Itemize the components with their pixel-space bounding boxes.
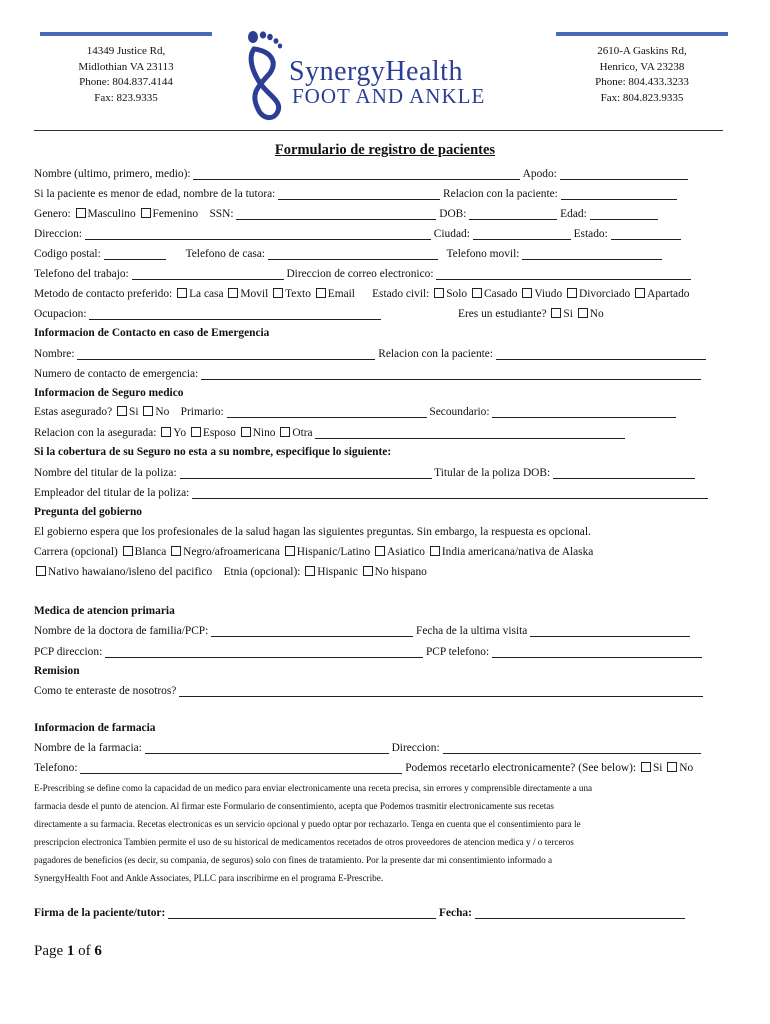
fecha-field[interactable] [475, 907, 685, 919]
gobierno-heading: Pregunta del gobierno [34, 506, 142, 518]
eprescribe-line-2: farmacia desde el punto de atencion. Al firmar este Formulario de consentimiento, acepta que Podemos trasmitir electronicamente sus recetas [34, 801, 554, 811]
left-address-fax: Fax: 823.9335 [94, 91, 158, 104]
eprescribe-line-6: SynergyHealth Foot and Ankle Associates, PLLC para inscribirme en el programa E-Prescribe. [34, 873, 384, 883]
dob-field[interactable] [469, 208, 557, 220]
relacion-otra-field[interactable] [315, 427, 625, 439]
codigo-field[interactable] [104, 248, 166, 260]
carrera-negro-label: Negro/afroamericana [183, 546, 280, 558]
secundario-field[interactable] [492, 406, 676, 418]
right-address-rule [556, 32, 728, 36]
remision-field[interactable] [179, 685, 703, 697]
estudiante-label: Eres un estudiante? [458, 308, 547, 320]
farmacia-heading: Informacion de farmacia [34, 722, 156, 734]
left-address-city: Midlothian VA 23113 [78, 60, 174, 73]
estado-civil-label: Estado civil: [372, 288, 430, 300]
metodo-email-checkbox[interactable] [316, 288, 326, 298]
asegurado-si-checkbox[interactable] [117, 406, 127, 416]
menor-label: Si la paciente es menor de edad, nombre de la tutora: [34, 188, 276, 200]
etnia-label: Etnia (opcional): [223, 566, 301, 578]
civil-viudo-checkbox[interactable] [522, 288, 532, 298]
masculino-label: Masculino [87, 208, 136, 220]
carrera-nativo-label: Nativo hawaiano/isleno del pacifico [48, 566, 213, 578]
row-metodo [34, 288, 690, 300]
metodo-casa-label: La casa [189, 288, 224, 300]
right-address-phone: Phone: 804.433.3233 [595, 76, 689, 88]
row-ocupacion [34, 308, 381, 320]
farmacia-telefono-field[interactable] [80, 762, 402, 774]
row-genero [34, 208, 658, 220]
metodo-movil-label: Movil [240, 288, 269, 300]
recetar-si-checkbox[interactable] [641, 762, 651, 772]
carrera-negro-checkbox[interactable] [171, 546, 181, 556]
metodo-email-label: Email [327, 288, 355, 300]
row-seguro [34, 406, 676, 418]
tutora-field[interactable] [278, 188, 440, 200]
civil-divorciado-checkbox[interactable] [567, 288, 577, 298]
carrera-hispanic-label: Hispanic/Latino [296, 546, 371, 558]
ciudad-label: Ciudad: [433, 228, 470, 240]
relacion-esposo-checkbox[interactable] [191, 427, 201, 437]
row-estudiante [458, 308, 604, 320]
right-address-city: Henrico, VA 23238 [599, 60, 685, 73]
pcp-direccion-field[interactable] [105, 646, 423, 658]
titular-dob-label: Titular de la poliza DOB: [434, 467, 551, 479]
recetar-label: Podemos recetarlo electronicamente? (See below): [405, 762, 637, 774]
fecha-label: Fecha: [439, 907, 472, 919]
primario-field[interactable] [227, 406, 427, 418]
relacion-field[interactable] [561, 188, 677, 200]
page-total: 6 [94, 943, 102, 959]
farmacia-telefono-label: Telefono: [34, 762, 78, 774]
form-title: Formulario de registro de pacientes [274, 142, 496, 158]
apodo-field[interactable] [560, 168, 688, 180]
seguro-relacion-label: Relacion con la asegurada: [34, 427, 157, 439]
etnia-hispanic-checkbox[interactable] [305, 566, 315, 576]
farmacia-nombre-field[interactable] [145, 742, 389, 754]
titular-field[interactable] [180, 467, 432, 479]
row-emergencia-numero [34, 368, 701, 380]
relacion-yo-checkbox[interactable] [161, 427, 171, 437]
etnia-no-hispano-label: No hispano [374, 566, 427, 578]
row-emergencia-nombre [34, 348, 706, 360]
cobertura-heading: Si la cobertura de su Seguro no esta a su nombre, especifique lo siguiente: [34, 446, 392, 458]
row-codigo [34, 248, 662, 260]
right-address-street: 2610-A Gaskins Rd, [597, 45, 687, 57]
ultima-visita-label: Fecha de la ultima visita [416, 625, 528, 637]
firma-field[interactable] [168, 907, 436, 919]
estudiante-no-label: No [589, 308, 604, 320]
logo-line1: SynergyHealth [289, 56, 463, 87]
tel-movil-field[interactable] [522, 248, 662, 260]
row-direccion [34, 228, 681, 240]
ssn-field[interactable] [236, 208, 436, 220]
left-address-block [40, 32, 212, 106]
civil-apartado-checkbox[interactable] [635, 288, 645, 298]
pcp-telefono-field[interactable] [492, 646, 702, 658]
emergencia-nombre-field[interactable] [77, 348, 375, 360]
emergencia-numero-field[interactable] [201, 368, 701, 380]
civil-solo-label: Solo [446, 288, 468, 300]
edad-label: Edad: [560, 208, 587, 220]
firma-label: Firma de la paciente/tutor: [34, 907, 166, 919]
gobierno-intro: El gobierno espera que los profesionales de la salud hagan las siguientes preguntas. Sin embargo, la respuesta es opcional. [34, 526, 591, 538]
codigo-label: Codigo postal: [34, 248, 101, 260]
etnia-no-hispano-checkbox[interactable] [363, 566, 373, 576]
recetar-si-label: Si [652, 762, 663, 774]
carrera-label: Carrera (opcional) [34, 546, 118, 558]
correo-label: Direccion de correo electronico: [286, 268, 434, 280]
right-address-block [556, 32, 728, 106]
ciudad-field[interactable] [473, 228, 571, 240]
page-of: of [78, 943, 91, 959]
relacion-otra-label: Otra [292, 427, 313, 439]
row-trabajo [34, 268, 691, 280]
edad-field[interactable] [590, 208, 658, 220]
relacion-label: Relacion con la paciente: [443, 188, 558, 200]
tel-movil-label: Telefono movil: [446, 248, 520, 260]
tel-trabajo-field[interactable] [132, 268, 284, 280]
remision-heading: Remision [34, 665, 80, 677]
left-address-street: 14349 Justice Rd, [86, 45, 166, 57]
correo-field[interactable] [436, 268, 691, 280]
remision-label: Como te enteraste de nosotros? [34, 685, 177, 697]
dob-label: DOB: [439, 208, 467, 220]
seguro-heading: Informacion de Seguro medico [34, 387, 184, 399]
metodo-label: Metodo de contacto preferido: [34, 288, 173, 300]
metodo-movil-checkbox[interactable] [228, 288, 238, 298]
nombre-label: Nombre (ultimo, primero, medio): [34, 168, 191, 180]
civil-solo-checkbox[interactable] [434, 288, 444, 298]
asegurado-no-label: No [155, 406, 170, 418]
carrera-hispanic-checkbox[interactable] [285, 546, 295, 556]
left-address-rule [40, 32, 212, 36]
eprescribe-line-4: prescripcion electronica Tambien permite el uso de su historical de medicamentos recetados de otros proveedores de atencion medica y / o terceros [34, 837, 574, 847]
empleador-label: Empleador del titular de la poliza: [34, 487, 190, 499]
row-nombre [34, 168, 688, 180]
secundario-label: Secoundario: [429, 406, 490, 418]
carrera-asiatico-label: Asiatico [387, 546, 425, 558]
page-current: 1 [66, 943, 75, 959]
relacion-yo-label: Yo [173, 427, 187, 439]
row-firma [34, 907, 685, 919]
femenino-label: Femenino [152, 208, 199, 220]
civil-casado-checkbox[interactable] [472, 288, 482, 298]
titular-label: Nombre del titular de la poliza: [34, 467, 177, 479]
foot-icon [244, 27, 292, 127]
civil-apartado-label: Apartado [647, 288, 690, 300]
femenino-checkbox[interactable] [141, 208, 151, 218]
relacion-esposo-label: Esposo [202, 427, 236, 439]
pcp-doctora-label: Nombre de la doctora de familia/PCP: [34, 625, 209, 637]
tel-casa-label: Telefono de casa: [185, 248, 266, 260]
nombre-field[interactable] [193, 168, 520, 180]
metodo-casa-checkbox[interactable] [177, 288, 187, 298]
header-divider [34, 130, 723, 131]
estudiante-no-checkbox[interactable] [578, 308, 588, 318]
emergencia-relacion-label: Relacion con la paciente: [378, 348, 494, 360]
farmacia-nombre-label: Nombre de la farmacia: [34, 742, 142, 754]
masculino-checkbox[interactable] [76, 208, 86, 218]
ocupacion-label: Ocupacion: [34, 308, 87, 320]
logo-line2: FOOT AND ANKLE [292, 84, 486, 108]
titular-dob-field[interactable] [553, 467, 695, 479]
empleador-field[interactable] [192, 487, 708, 499]
pcp-direccion-label: PCP direccion: [34, 646, 103, 658]
direccion-label: Direccion: [34, 228, 83, 240]
page-number [34, 943, 102, 960]
ocupacion-field[interactable] [89, 308, 381, 320]
emergencia-numero-label: Numero de contacto de emergencia: [34, 368, 199, 380]
carrera-blanca-checkbox[interactable] [123, 546, 133, 556]
apodo-label: Apodo: [522, 168, 557, 180]
recetar-no-label: No [679, 762, 694, 774]
row-titular [34, 467, 695, 479]
carrera-india-label: India americana/nativa de Alaska [441, 546, 594, 558]
estudiante-si-checkbox[interactable] [551, 308, 561, 318]
estado-field[interactable] [611, 228, 681, 240]
row-remision [34, 685, 703, 697]
carrera-nativo-checkbox[interactable] [36, 566, 46, 576]
asegurado-label: Estas asegurado? [34, 406, 113, 418]
eprescribe-line-3: directamente a su farmacia. Recetas electronicas es un servicio opcional y puedo optar por rechazarlo. Tenga en cuenta que el consentimiento para le [34, 819, 581, 829]
ssn-label: SSN: [209, 208, 234, 220]
emergencia-nombre-label: Nombre: [34, 348, 75, 360]
row-pcp [34, 625, 690, 637]
relacion-nino-checkbox[interactable] [241, 427, 251, 437]
primaria-heading: Medica de atencion primaria [34, 605, 175, 617]
estudiante-si-label: Si [563, 308, 573, 320]
row-empleador [34, 487, 708, 499]
emergencia-relacion-field[interactable] [496, 348, 706, 360]
estado-label: Estado: [573, 228, 608, 240]
tel-trabajo-label: Telefono del trabajo: [34, 268, 129, 280]
farmacia-direccion-field[interactable] [443, 742, 701, 754]
civil-viudo-label: Viudo [534, 288, 563, 300]
metodo-texto-label: Texto [285, 288, 311, 300]
civil-divorciado-label: Divorciado [579, 288, 631, 300]
asegurado-si-label: Si [128, 406, 139, 418]
relacion-nino-label: Nino [252, 427, 276, 439]
carrera-asiatico-checkbox[interactable] [375, 546, 385, 556]
civil-casado-label: Casado [483, 288, 518, 300]
carrera-india-checkbox[interactable] [430, 546, 440, 556]
recetar-no-checkbox[interactable] [667, 762, 677, 772]
direccion-field[interactable] [85, 228, 431, 240]
etnia-hispanic-label: Hispanic [317, 566, 358, 578]
pcp-telefono-label: PCP telefono: [425, 646, 490, 658]
row-pcp-direccion [34, 646, 702, 658]
eprescribe-line-1: E-Prescribing se define como la capacidad de un medico para enviar electronicamente una receta precisa, sin errores y comprensible directamente a una [34, 783, 593, 793]
row-carrera [34, 546, 593, 558]
metodo-texto-checkbox[interactable] [273, 288, 283, 298]
primario-label: Primario: [180, 406, 224, 418]
row-farmacia-telefono [34, 762, 693, 774]
asegurado-no-checkbox[interactable] [143, 406, 153, 416]
ultima-visita-field[interactable] [530, 625, 690, 637]
pcp-doctora-field[interactable] [211, 625, 413, 637]
row-farmacia [34, 742, 701, 754]
farmacia-direccion-label: Direccion: [391, 742, 440, 754]
emergencia-heading: Informacion de Contacto en caso de Emergencia [34, 327, 270, 339]
genero-label: Genero: [34, 208, 71, 220]
right-address-fax: Fax: 804.823.9335 [600, 91, 684, 104]
eprescribe-line-5: pagadores de beneficios (es decir, su compania, de seguros) solo con fines de tratamiento. Por la presente dar mi consentimiento informado a [34, 855, 553, 865]
left-address-phone: Phone: 804.837.4144 [79, 76, 173, 88]
carrera-blanca-label: Blanca [134, 546, 167, 558]
relacion-otra-checkbox[interactable] [280, 427, 290, 437]
row-menor [34, 188, 677, 200]
row-seguro-relacion [34, 427, 625, 439]
row-etnia [34, 566, 427, 578]
tel-casa-field[interactable] [268, 248, 438, 260]
page-prefix: Page [34, 943, 64, 959]
